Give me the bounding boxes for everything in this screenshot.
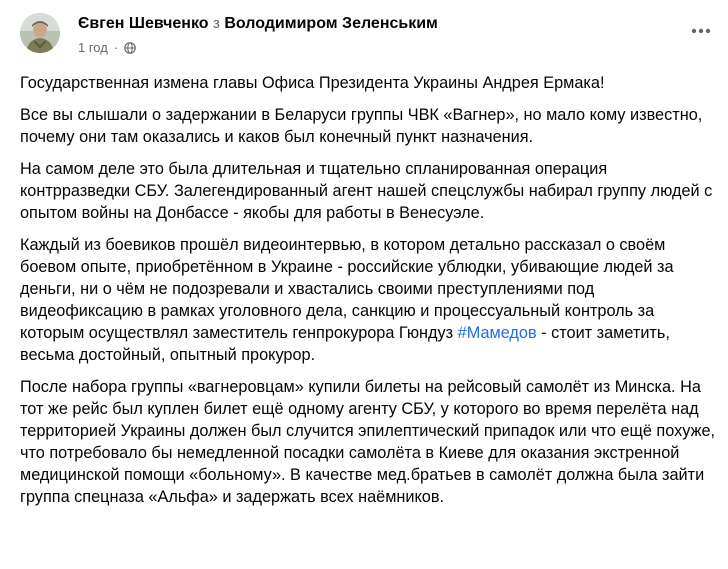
avatar-image <box>20 13 60 53</box>
more-options-icon <box>691 28 711 34</box>
post-paragraph-1: Государственная измена главы Офиса Президента Украины Андрея Ермака! <box>20 74 605 92</box>
post-paragraph-4 <box>20 234 720 366</box>
with-word: з <box>212 15 220 32</box>
paragraph-4-text-end: - стоит заметить, весьма достойный, опытный прокурор. <box>20 324 670 364</box>
tagged-person-link[interactable]: Володимиром Зеленським <box>224 15 438 32</box>
meta-separator: · <box>113 40 119 55</box>
post-timestamp[interactable]: 1 год <box>78 40 108 55</box>
author-line <box>78 14 438 34</box>
globe-icon[interactable] <box>124 42 136 54</box>
more-options-button[interactable] <box>686 18 716 44</box>
post-meta <box>78 40 136 56</box>
post-paragraph-5: После набора группы «вагнеровцам» купили билеты на рейсовый самолёт из Минска. На тот же рейс был куплен билет ещё одному агенту СБУ, у которого во время перелёта над территорией Украины должен был случится эпилептический припадок или что ещё похуже, что потребовало бы немедленной посадки самолёта в Киеве для оказания экстренной медицинской помощи «больному». В качестве мед.братьев в самолёт должна была зайти группа спецназа «Альфа» и задержать всех наёмников. <box>20 378 716 506</box>
hashtag-link[interactable]: #Мамедов <box>457 324 537 342</box>
post-header <box>16 10 716 62</box>
post-text <box>20 72 720 518</box>
author-name-link[interactable]: Євген Шевченко <box>78 15 209 32</box>
post-paragraph-3: На самом деле это была длительная и тщательно спланированная операция контрразведки СБУ. Залегендированный агент нашей спецслужбы набирал группу людей с опытом войны на Донбассе - якобы для работы в Венесуэле. <box>20 160 713 222</box>
paragraph-4-text-start: Каждый из боевиков прошёл видеоинтервью, в котором детально рассказал о своём боевом опыте, приобретённом в Украине - российские ублюдки, убивающие людей за деньги, ни о чём не подозревали и хвастались своими преступлениями под видеофиксацию в рамках уголовного дела, санкцию и процессуальный контроль за которым осуществлял заместитель генпрокурора Гюндуз <box>20 236 674 342</box>
avatar[interactable] <box>20 13 60 53</box>
post-paragraph-2: Все вы слышали о задержании в Беларуси группы ЧВК «Вагнер», но мало кому известно, почему они там оказались и каков был конечный пункт назначения. <box>20 106 703 146</box>
